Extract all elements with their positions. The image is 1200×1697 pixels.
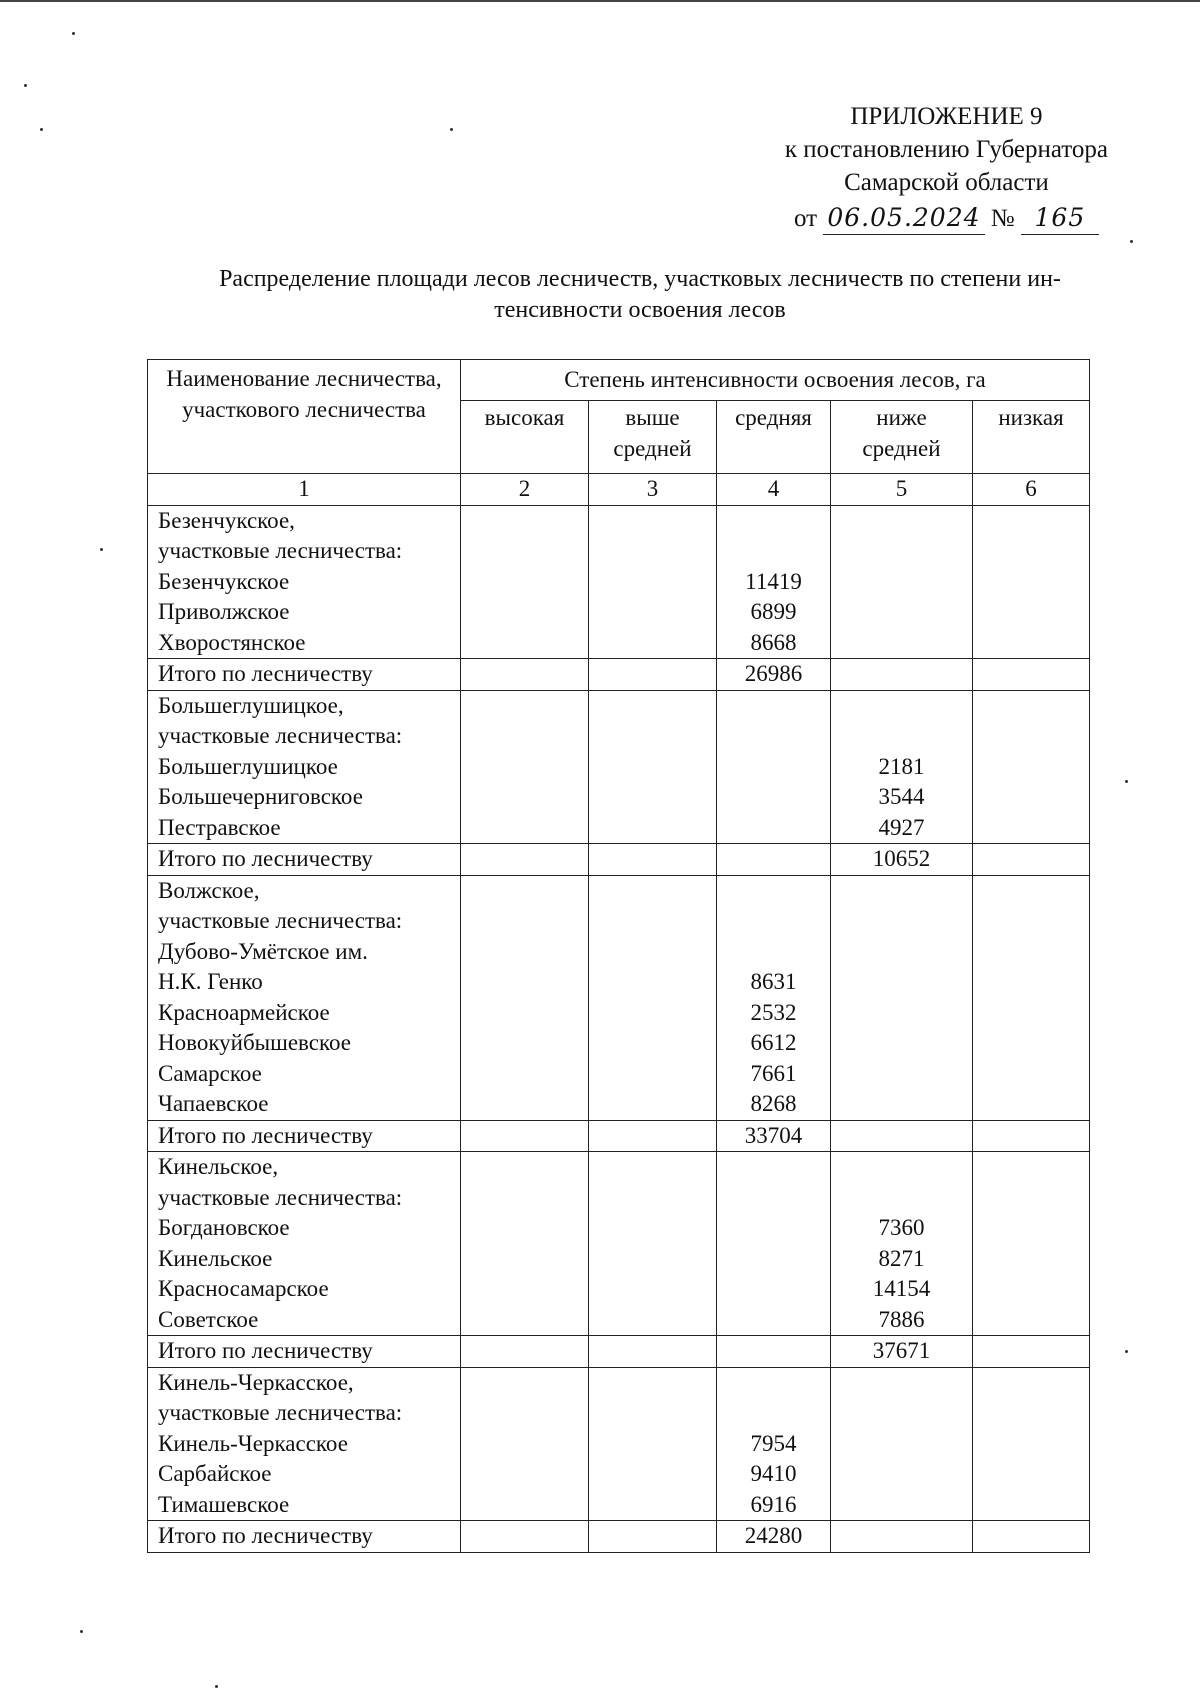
forestry-name: Волжское,: [158, 877, 260, 903]
district-area-value: 8268: [750, 1091, 797, 1116]
district-name: Пестравское: [158, 814, 281, 840]
value-cell: [717, 875, 831, 1120]
appendix-decree-line: к постановлению Губернатора: [784, 136, 1108, 163]
empty-cell: [973, 844, 1090, 876]
forestry-name: Большеглушицкое,: [158, 692, 344, 718]
forestry-total-row: [148, 844, 1090, 876]
district-area-value: 7360: [878, 1215, 925, 1240]
value-cell: [589, 875, 717, 1120]
forestry-total-row: [148, 1336, 1090, 1368]
value-cell: [461, 1367, 589, 1521]
value-cell: [831, 1152, 973, 1336]
district-name: Хворостянское: [158, 629, 306, 655]
total-value: 26986: [717, 659, 831, 691]
empty-cell: [973, 659, 1090, 691]
district-name: Н.К. Генко: [158, 969, 263, 994]
appendix-header: [785, 100, 1108, 235]
empty-cell: [589, 659, 717, 691]
total-value: 10652: [831, 844, 973, 876]
forestry-name-cell: [148, 875, 461, 1120]
district-area-value: 8668: [750, 629, 797, 655]
forestry-row: [148, 505, 1090, 659]
district-area-value: 7954: [750, 1430, 797, 1456]
empty-cell: [461, 1521, 589, 1553]
value-cell: [461, 1152, 589, 1336]
empty-cell: [589, 1336, 717, 1368]
handwritten-number: 165: [1021, 201, 1099, 235]
handwritten-date: 06.05.2024: [823, 201, 984, 235]
total-label: Итого по лесничеству: [148, 1521, 461, 1553]
district-name: Дубово-Умётское им.: [158, 938, 368, 964]
value-cell: [973, 875, 1090, 1120]
district-name: Безенчукское: [158, 568, 290, 594]
document-title-line1: Распределение площади лесов лесничеств, участковых лесничеств по степени ин-: [219, 266, 1061, 292]
forestry-name: Безенчукское,: [158, 507, 295, 533]
forest-table-body: [148, 505, 1090, 1552]
forest-distribution-table: [147, 359, 1090, 1553]
district-name: Сарбайское: [158, 1461, 272, 1486]
empty-cell: [831, 659, 973, 691]
value-cell: [717, 505, 831, 659]
empty-cell: [461, 1120, 589, 1152]
total-value: 37671: [831, 1336, 973, 1368]
value-cell: [589, 1152, 717, 1336]
district-name: Чапаевское: [158, 1091, 269, 1116]
district-name: Большеглушицкое: [158, 753, 338, 779]
forestry-row: [148, 1367, 1090, 1521]
forestry-name-cell: [148, 505, 461, 659]
empty-cell: [461, 1336, 589, 1368]
district-area-value: [727, 937, 820, 968]
total-value: 24280: [717, 1521, 831, 1553]
value-cell: [589, 690, 717, 844]
value-cell: [973, 690, 1090, 844]
empty-cell: [831, 1521, 973, 1553]
value-cell: [831, 505, 973, 659]
district-area-value: 3544: [878, 784, 925, 809]
empty-cell: [589, 1120, 717, 1152]
district-name: Красноармейское: [158, 999, 330, 1025]
forestry-name-cell: [148, 1152, 461, 1336]
forestry-total-row: [148, 1120, 1090, 1152]
district-area-value: 6899: [750, 599, 797, 624]
value-cell: [717, 1367, 831, 1521]
document-title: [175, 264, 1105, 326]
value-cell: [973, 1152, 1090, 1336]
empty-cell: [717, 1336, 831, 1368]
column-number: 5: [831, 474, 973, 506]
header-col-low: низкая: [973, 401, 1090, 474]
district-area-value: 8271: [878, 1245, 925, 1271]
forestry-row: [148, 690, 1090, 844]
district-area-value: 2181: [878, 753, 925, 779]
value-cell: [831, 875, 973, 1120]
district-name: Богдановское: [158, 1215, 290, 1240]
forestry-name-cell: [148, 1367, 461, 1521]
forestry-name: Кинель-Черкасское,: [158, 1369, 354, 1395]
empty-cell: [589, 844, 717, 876]
district-name: Кинель-Черкасское: [158, 1430, 348, 1456]
number-prefix: №: [990, 205, 1015, 232]
header-intensity-group: Степень интенсивности освоения лесов, га: [461, 360, 1090, 401]
column-number: 3: [589, 474, 717, 506]
forestry-name-cell: [148, 690, 461, 844]
district-list-label: участковые лесничества:: [158, 1184, 403, 1210]
empty-cell: [589, 1521, 717, 1553]
value-cell: [461, 505, 589, 659]
empty-cell: [973, 1521, 1090, 1553]
total-label: Итого по лесничеству: [148, 1120, 461, 1152]
date-prefix: от: [794, 205, 818, 232]
district-name: Кинельское: [158, 1245, 273, 1271]
district-list-label: участковые лесничества:: [158, 723, 403, 748]
district-list-label: участковые лесничества:: [158, 1400, 403, 1425]
header-col-high: высокая: [461, 401, 589, 474]
district-list-label: участковые лесничества:: [158, 908, 403, 933]
district-name: Приволжское: [158, 599, 290, 624]
district-name: Новокуйбышевское: [158, 1030, 351, 1055]
empty-cell: [461, 659, 589, 691]
header-col-above-average: выше средней: [589, 401, 717, 474]
total-label: Итого по лесничеству: [148, 844, 461, 876]
district-area-value: 8631: [750, 969, 797, 994]
value-cell: [973, 1367, 1090, 1521]
value-cell: [589, 1367, 717, 1521]
district-area-value: 2532: [750, 999, 797, 1025]
district-area-value: 7661: [750, 1060, 797, 1086]
empty-cell: [461, 844, 589, 876]
district-area-value: 6612: [750, 1030, 797, 1055]
empty-cell: [831, 1120, 973, 1152]
empty-cell: [973, 1336, 1090, 1368]
decree-date-number: [785, 201, 1108, 235]
value-cell: [461, 690, 589, 844]
value-cell: [831, 690, 973, 844]
district-name: Самарское: [158, 1060, 262, 1086]
total-label: Итого по лесничеству: [148, 659, 461, 691]
district-name: Большечерниговское: [158, 784, 363, 809]
appendix-region-line: Самарской области: [844, 169, 1049, 196]
district-area-value: 11419: [745, 568, 802, 594]
document-title-line2: тенсивности освоения лесов: [494, 297, 786, 323]
forestry-total-row: [148, 659, 1090, 691]
forestry-row: [148, 1152, 1090, 1336]
district-area-value: 9410: [750, 1461, 797, 1486]
empty-cell: [973, 1120, 1090, 1152]
value-cell: [717, 1152, 831, 1336]
column-number: 6: [973, 474, 1090, 506]
district-list-label: участковые лесничества:: [158, 538, 403, 563]
district-name: Советское: [158, 1306, 259, 1332]
district-area-value: 4927: [878, 814, 925, 840]
empty-cell: [717, 844, 831, 876]
value-cell: [589, 505, 717, 659]
header-col-average: средняя: [717, 401, 831, 474]
scan-edge: [0, 0, 1200, 2]
appendix-title: ПРИЛОЖЕНИЕ 9: [850, 103, 1043, 130]
forestry-name: Кинельское,: [158, 1154, 279, 1179]
forestry-row: [148, 875, 1090, 1120]
district-area-value: 7886: [878, 1306, 925, 1332]
total-value: 33704: [717, 1120, 831, 1152]
forestry-total-row: [148, 1521, 1090, 1553]
value-cell: [973, 505, 1090, 659]
district-area-value: 14154: [872, 1276, 931, 1301]
header-col-below-average: ниже средней: [831, 401, 973, 474]
district-name: Красносамарское: [158, 1276, 329, 1301]
total-label: Итого по лесничеству: [148, 1336, 461, 1368]
value-cell: [831, 1367, 973, 1521]
value-cell: [717, 690, 831, 844]
column-number: 1: [148, 474, 461, 506]
district-name: Тимашевское: [158, 1491, 290, 1517]
district-area-value: 6916: [750, 1491, 797, 1517]
value-cell: [461, 875, 589, 1120]
header-forestry-name: Наименование лесничества, участкового лесничества: [148, 360, 461, 474]
column-number: 4: [717, 474, 831, 506]
column-number: 2: [461, 474, 589, 506]
